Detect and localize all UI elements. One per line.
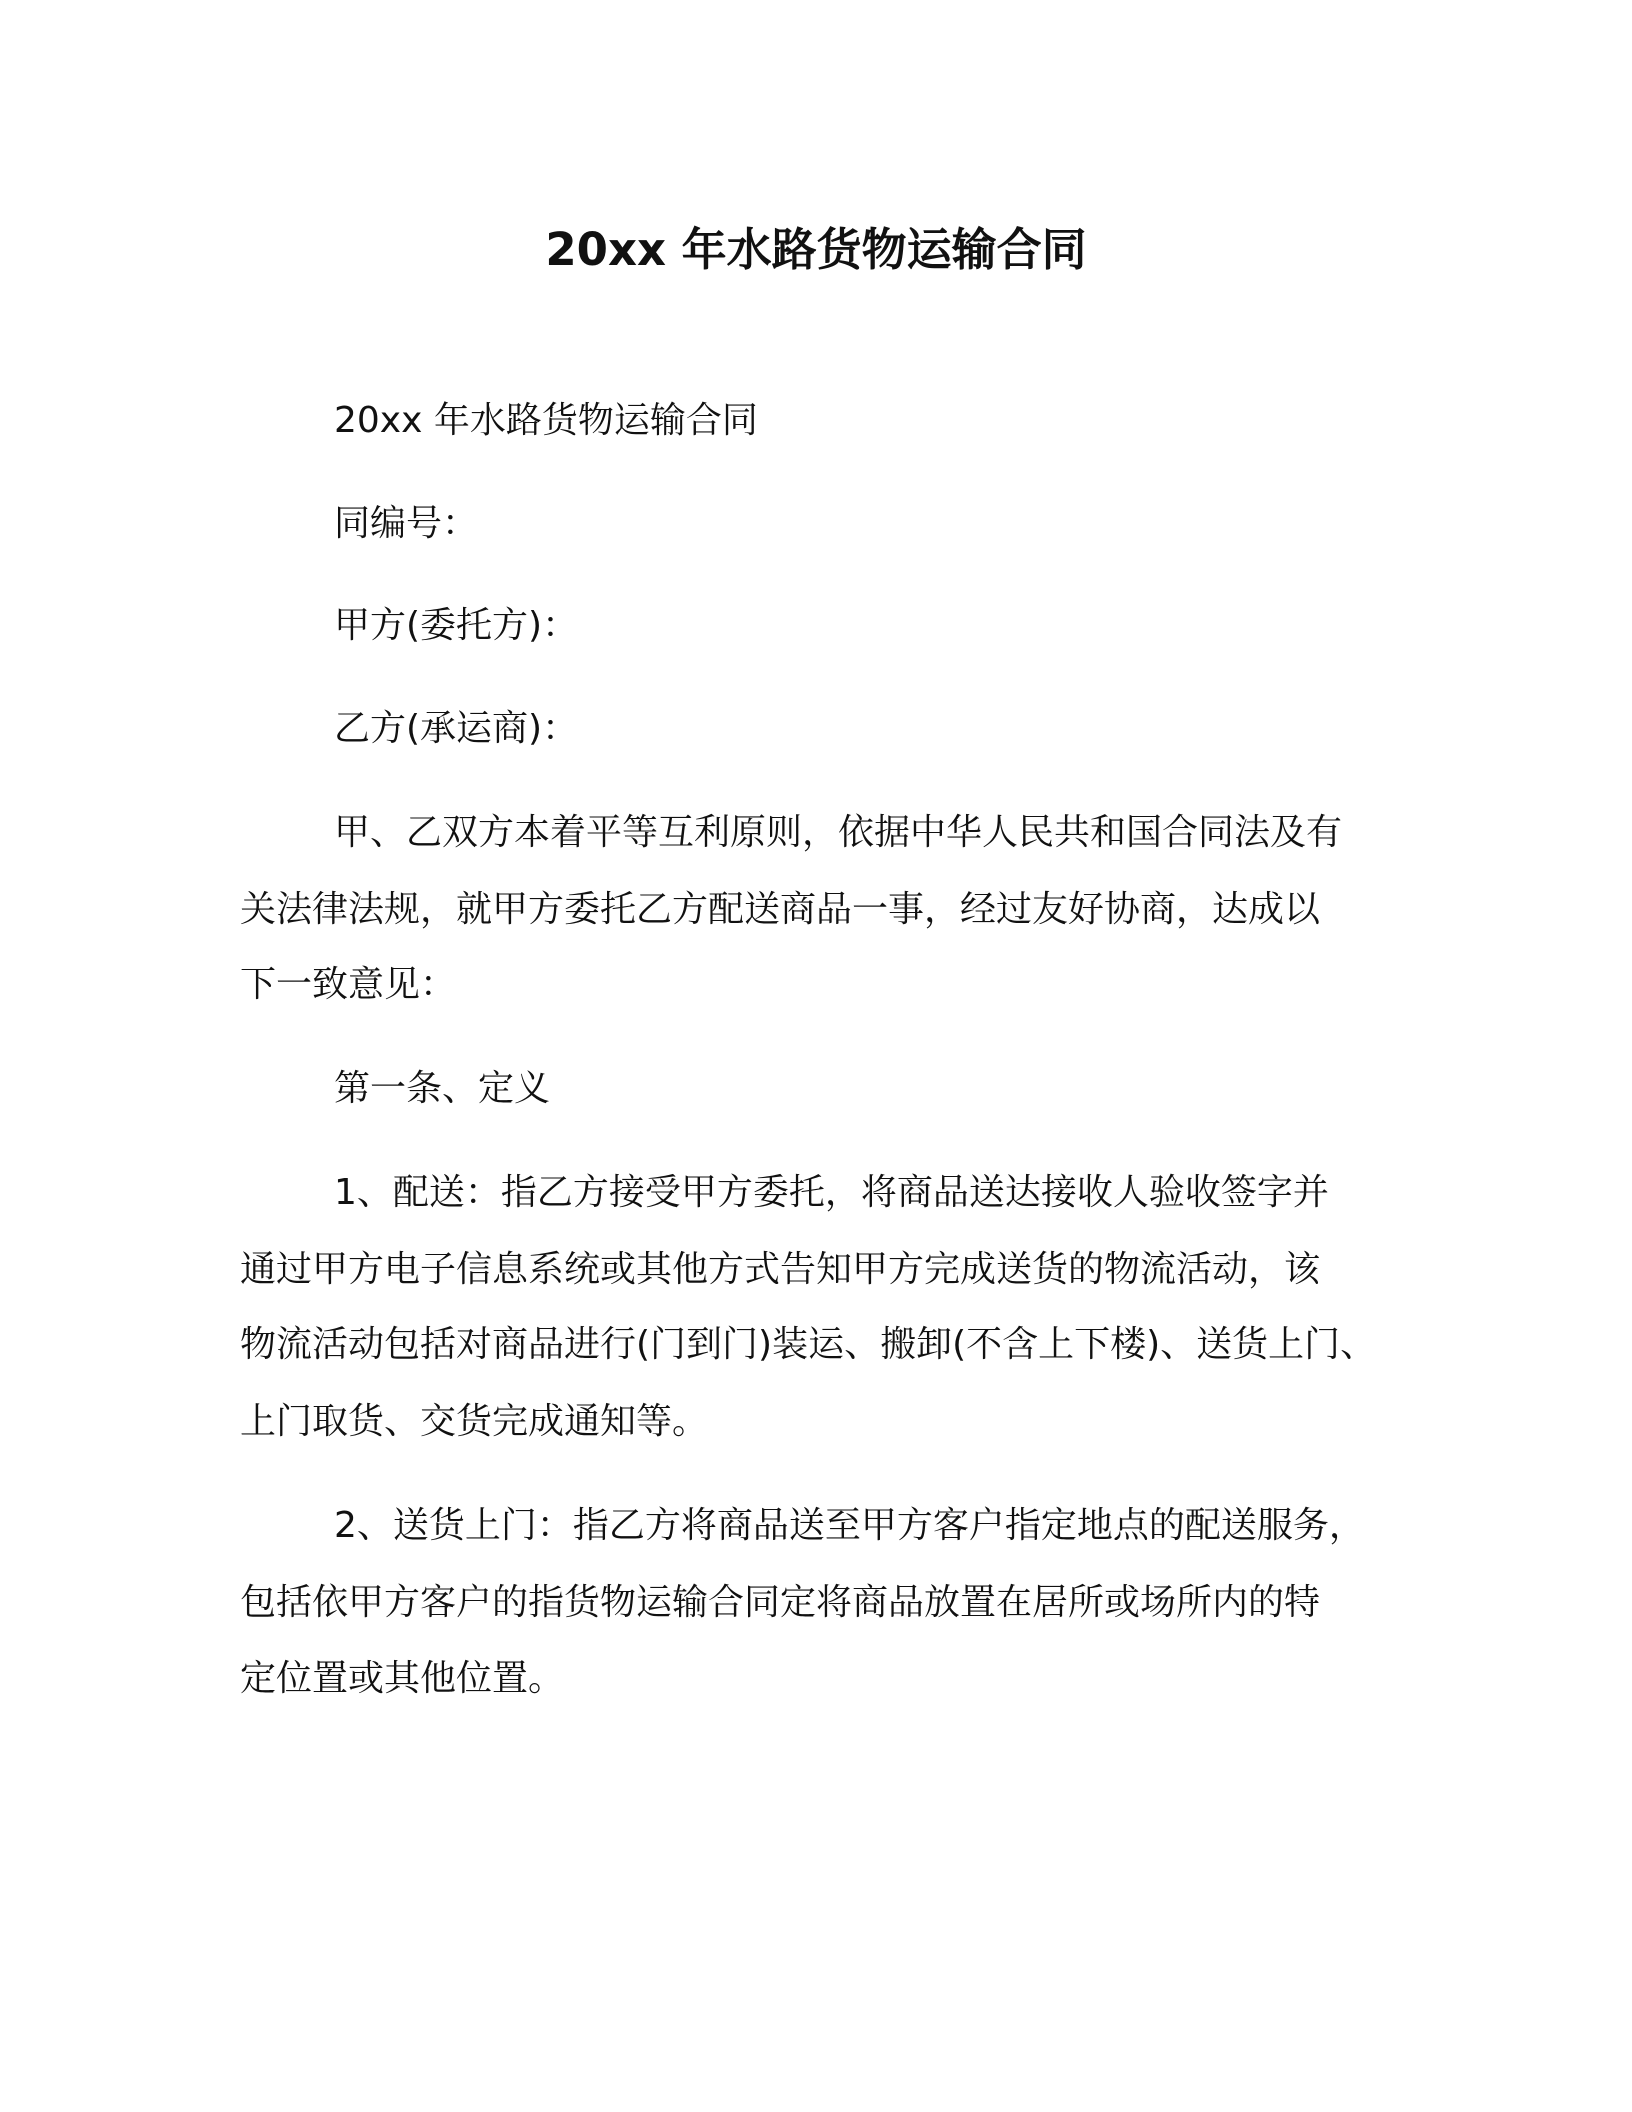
- item-1-line: 1、配送：指乙方接受甲方委托，将商品送达接收人验收签字并: [334, 1172, 1329, 1213]
- contract-number-label: 同编号：: [334, 503, 479, 544]
- party-b-label: 乙方(承运商)：: [334, 708, 579, 749]
- document-title: 20xx 年水路货物运输合同: [545, 223, 1087, 276]
- preamble-line: 甲、乙双方本着平等互利原则，依据中华人民共和国合同法及有: [334, 812, 1343, 853]
- item-2-line: 包括依甲方客户的指货物运输合同定将商品放置在居所或场所内的特: [240, 1582, 1321, 1623]
- item-2-line: 2、送货上门：指乙方将商品送至甲方客户指定地点的配送服务，: [334, 1505, 1365, 1546]
- item-1-line: 物流活动包括对商品进行(门到门)装运、搬卸(不含上下楼)、送货上门、: [240, 1324, 1377, 1365]
- article-1-heading: 第一条、定义: [334, 1068, 551, 1109]
- item-2-line: 定位置或其他位置。: [240, 1658, 565, 1699]
- document-subtitle: 20xx 年水路货物运输合同: [334, 400, 758, 441]
- item-1-line: 通过甲方电子信息系统或其他方式告知甲方完成送货的物流活动，该: [240, 1249, 1321, 1290]
- preamble-line: 关法律法规，就甲方委托乙方配送商品一事，经过友好协商，达成以: [240, 889, 1321, 930]
- item-1-line: 上门取货、交货完成通知等。: [240, 1401, 709, 1442]
- preamble-line: 下一致意见：: [240, 964, 457, 1005]
- party-a-label: 甲方(委托方)：: [334, 605, 579, 646]
